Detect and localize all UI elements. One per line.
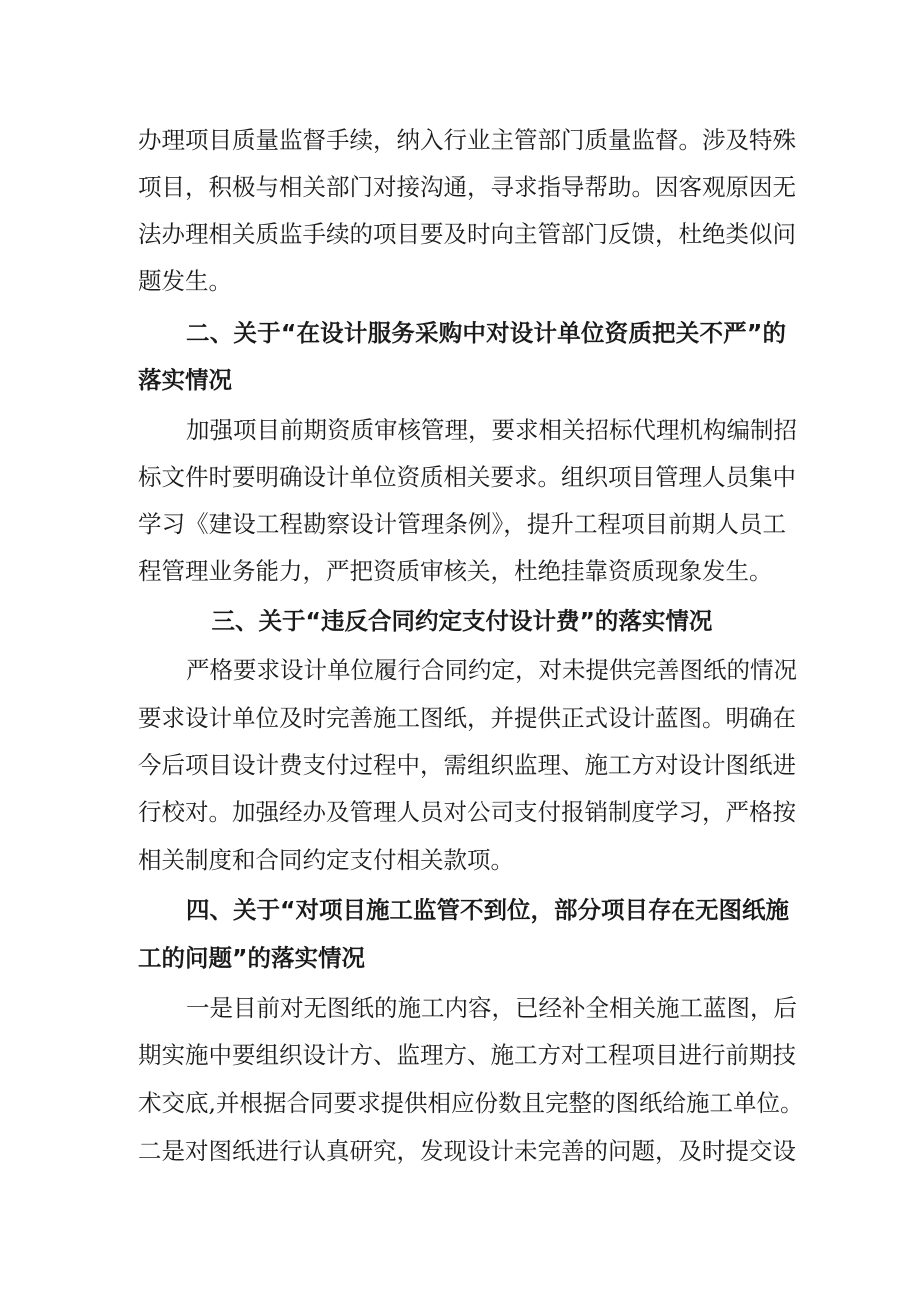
paragraph-line: 期实施中要组织设计方、监理方、施工方对工程项目进行前期技 — [138, 1041, 796, 1069]
paragraph-line: 办理项目质量监督手续，纳入行业主管部门质量监督。涉及特殊 — [138, 126, 796, 154]
paragraph-line: 一是目前对无图纸的施工内容，已经补全相关施工蓝图，后 — [186, 994, 797, 1022]
paragraph-line: 相关制度和合同约定支付相关款项。 — [138, 846, 514, 874]
paragraph-line: 行校对。加强经办及管理人员对公司支付报销制度学习，严格按 — [138, 798, 796, 826]
paragraph-line: 要求设计单位及时完善施工图纸，并提供正式设计蓝图。明确在 — [138, 704, 796, 732]
section-heading-2-cont: 落实情况 — [138, 366, 232, 394]
paragraph-line: 严格要求设计单位履行合同约定，对未提供完善图纸的情况 — [186, 656, 797, 684]
paragraph-line: 二是对图纸进行认真研究，发现设计未完善的问题，及时提交设 — [138, 1137, 796, 1165]
paragraph-line: 标文件时要明确设计单位资质相关要求。组织项目管理人员集中 — [138, 463, 796, 491]
paragraph-line: 法办理相关质监手续的项目要及时向主管部门反馈，杜绝类似问 — [138, 220, 796, 248]
paragraph-line: 学习《建设工程勘察设计管理条例》，提升工程项目前期人员工 — [138, 510, 786, 538]
paragraph-line: 项目，积极与相关部门对接沟通，寻求指导帮助。因客观原因无 — [138, 173, 796, 201]
section-heading-4: 四、关于“对项目施工监管不到位，部分项目存在无图纸施 — [186, 896, 789, 924]
paragraph-line: 今后项目设计费支付过程中，需组织监理、施工方对设计图纸进 — [138, 751, 796, 779]
section-heading-3: 三、关于“违反合同约定支付设计费”的落实情况 — [211, 607, 713, 635]
section-heading-2: 二、关于“在设计服务采购中对设计单位资质把关不严”的 — [186, 319, 786, 347]
paragraph-line: 加强项目前期资质审核管理，要求相关招标代理机构编制招 — [186, 416, 797, 444]
paragraph-line: 题发生。 — [138, 267, 232, 295]
section-heading-4-cont: 工的问题”的落实情况 — [138, 944, 365, 972]
paragraph-line: 程管理业务能力，严把资质审核关，杜绝挂靠资质现象发生。 — [138, 557, 773, 585]
paragraph-line: 术交底,并根据合同要求提供相应份数且完整的图纸给施工单位。 — [138, 1089, 804, 1117]
